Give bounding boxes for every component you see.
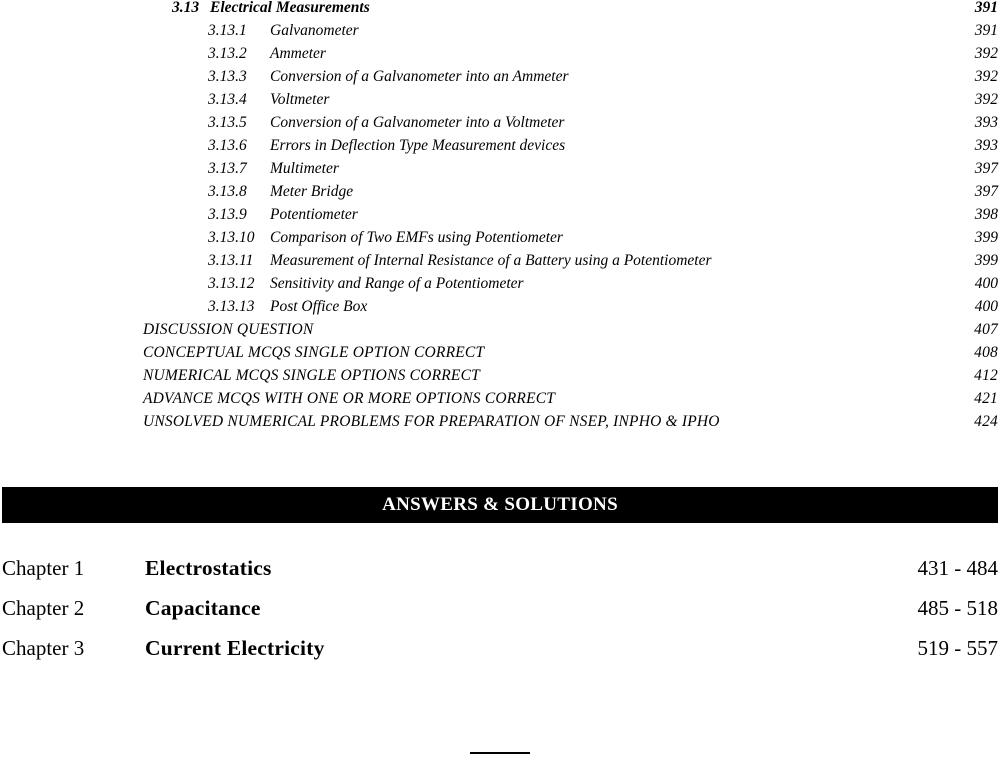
toc-entry-number: 3.13.3 bbox=[208, 68, 247, 85]
answers-chapter-row[interactable] bbox=[0, 596, 1000, 636]
toc-entry-page-number: 397 bbox=[974, 183, 998, 200]
toc-entry-number: 3.13.6 bbox=[208, 137, 247, 154]
answers-chapter-label: Chapter 3 bbox=[2, 636, 85, 660]
toc-entry[interactable] bbox=[0, 69, 1000, 92]
toc-entry-title: Meter Bridge bbox=[270, 183, 354, 200]
answers-chapter-row[interactable] bbox=[0, 556, 1000, 596]
toc-entry-number: 3.13.9 bbox=[208, 206, 247, 223]
answers-chapter-row[interactable] bbox=[0, 636, 1000, 676]
toc-entry-number: 3.13.1 bbox=[208, 22, 247, 39]
toc-entry-page-number: 421 bbox=[974, 390, 998, 407]
toc-entry[interactable] bbox=[0, 161, 1000, 184]
toc-entry-title: Ammeter bbox=[270, 45, 326, 62]
toc-entry-number: 3.13.4 bbox=[208, 91, 247, 108]
toc-entry[interactable] bbox=[0, 92, 1000, 115]
toc-entry-number: 3.13.12 bbox=[208, 275, 255, 292]
toc-entry[interactable] bbox=[0, 0, 1000, 23]
toc-entry-title: NUMERICAL MCQS SINGLE OPTIONS CORRECT bbox=[143, 367, 480, 384]
toc-entry[interactable] bbox=[0, 368, 1000, 391]
toc-entry[interactable] bbox=[0, 276, 1000, 299]
toc-entry[interactable] bbox=[0, 184, 1000, 207]
toc-entry[interactable] bbox=[0, 322, 1000, 345]
toc-entry-title: Potentiometer bbox=[270, 206, 358, 223]
toc-entry[interactable] bbox=[0, 230, 1000, 253]
toc-entry-title: Voltmeter bbox=[270, 91, 330, 108]
answers-chapter-title: Electrostatics bbox=[145, 556, 272, 580]
toc-entry-page-number: 393 bbox=[974, 137, 998, 154]
toc-entry[interactable] bbox=[0, 414, 1000, 437]
toc-entry-page-number: 393 bbox=[974, 114, 998, 131]
toc-entry-number: 3.13.10 bbox=[208, 229, 255, 246]
toc-entry-page-number: 392 bbox=[974, 68, 998, 85]
answers-chapter-page-range: 519 - 557 bbox=[917, 636, 998, 660]
toc-entry[interactable] bbox=[0, 253, 1000, 276]
answers-chapter-page-range: 485 - 518 bbox=[917, 596, 998, 620]
toc-entry[interactable] bbox=[0, 115, 1000, 138]
toc-entry-page-number: 400 bbox=[974, 275, 998, 292]
toc-entry-page-number: 392 bbox=[974, 91, 998, 108]
toc-entry[interactable] bbox=[0, 299, 1000, 322]
toc-entry-page-number: 399 bbox=[974, 229, 998, 246]
toc-entry-title: Conversion of a Galvanometer into an Ammeter bbox=[270, 68, 569, 85]
toc-entry-page-number: 400 bbox=[974, 298, 998, 315]
toc-entry-page-number: 398 bbox=[974, 206, 998, 223]
toc-entry[interactable] bbox=[0, 207, 1000, 230]
toc-entry-number: 3.13.8 bbox=[208, 183, 247, 200]
toc-entry-title: CONCEPTUAL MCQS SINGLE OPTION CORRECT bbox=[143, 344, 485, 361]
answers-chapter-title: Current Electricity bbox=[145, 636, 325, 660]
toc-entry-title: DISCUSSION QUESTION bbox=[143, 321, 314, 338]
toc-entry-number: 3.13.13 bbox=[208, 298, 255, 315]
toc-entry[interactable] bbox=[0, 23, 1000, 46]
answers-chapter-label: Chapter 1 bbox=[2, 556, 85, 580]
toc-entry-title: Electrical Measurements bbox=[210, 0, 370, 16]
banner-title: ANSWERS & SOLUTIONS bbox=[382, 494, 618, 515]
page-footer-rule bbox=[470, 752, 530, 754]
toc-entry-page-number: 424 bbox=[974, 413, 998, 430]
toc-entry-title: Post Office Box bbox=[270, 298, 368, 315]
answers-section-banner bbox=[2, 487, 998, 523]
toc-entry-title: Sensitivity and Range of a Potentiometer bbox=[270, 275, 524, 292]
toc-entry-number: 3.13.11 bbox=[208, 252, 254, 269]
toc-entry-number: 3.13.2 bbox=[208, 45, 247, 62]
toc-entry-title: Multimeter bbox=[270, 160, 339, 177]
toc-entry-title: UNSOLVED NUMERICAL PROBLEMS FOR PREPARATION OF NSEP, INPHO & IPHO bbox=[143, 413, 720, 430]
answers-chapter-page-range: 431 - 484 bbox=[917, 556, 998, 580]
toc-entry[interactable] bbox=[0, 345, 1000, 368]
toc-entry-title: Comparison of Two EMFs using Potentiometer bbox=[270, 229, 563, 246]
toc-entry[interactable] bbox=[0, 391, 1000, 414]
toc-entry-title: ADVANCE MCQS WITH ONE OR MORE OPTIONS CORRECT bbox=[143, 390, 556, 407]
toc-entry-page-number: 392 bbox=[974, 45, 998, 62]
toc-entry[interactable] bbox=[0, 46, 1000, 69]
toc-entry-title: Measurement of Internal Resistance of a Battery using a Potentiometer bbox=[270, 252, 712, 269]
answers-chapter-label: Chapter 2 bbox=[2, 596, 85, 620]
answers-chapter-title: Capacitance bbox=[145, 596, 261, 620]
toc-entry-page-number: 391 bbox=[974, 0, 998, 16]
toc-entry[interactable] bbox=[0, 138, 1000, 161]
toc-entry-page-number: 408 bbox=[974, 344, 998, 361]
toc-entry-number: 3.13.5 bbox=[208, 114, 247, 131]
toc-entry-page-number: 397 bbox=[974, 160, 998, 177]
toc-entry-number: 3.13.7 bbox=[208, 160, 247, 177]
toc-entry-page-number: 399 bbox=[974, 252, 998, 269]
toc-entry-page-number: 407 bbox=[974, 321, 998, 338]
toc-entry-page-number: 412 bbox=[974, 367, 998, 384]
toc-entry-title: Errors in Deflection Type Measurement devices bbox=[270, 137, 566, 154]
toc-entry-title: Conversion of a Galvanometer into a Voltmeter bbox=[270, 114, 565, 131]
answers-chapter-list bbox=[0, 556, 1000, 676]
toc-entry-page-number: 391 bbox=[974, 22, 998, 39]
toc-entry-number: 3.13 bbox=[172, 0, 200, 16]
toc-entry-title: Galvanometer bbox=[270, 22, 359, 39]
